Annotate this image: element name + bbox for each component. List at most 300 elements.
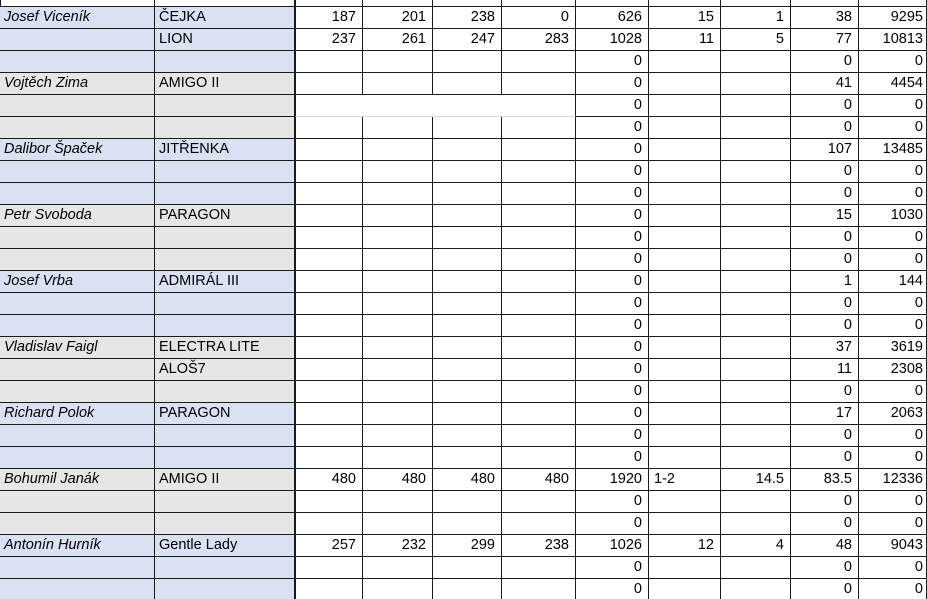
value-cell[interactable]: 0 <box>576 117 649 139</box>
value-cell[interactable]: 0 <box>576 513 649 535</box>
value-cell[interactable]: 0 <box>859 315 927 337</box>
skipper-name-cell[interactable] <box>0 579 155 599</box>
value-cell[interactable]: 0 <box>576 183 649 205</box>
value-cell[interactable]: 0 <box>859 557 927 579</box>
value-cell[interactable] <box>649 139 721 161</box>
boat-name-cell[interactable] <box>155 161 295 183</box>
value-cell[interactable] <box>649 579 721 599</box>
skipper-name-cell[interactable] <box>0 95 155 117</box>
cell-partial-row[interactable] <box>155 0 295 7</box>
skipper-name-cell[interactable] <box>0 513 155 535</box>
boat-name-cell[interactable] <box>155 95 295 117</box>
value-cell[interactable] <box>502 557 576 579</box>
value-cell[interactable] <box>649 425 721 447</box>
value-cell[interactable]: 1 <box>721 7 791 29</box>
value-cell[interactable]: 247 <box>433 29 502 51</box>
value-cell[interactable]: 38 <box>791 7 859 29</box>
value-cell[interactable]: 238 <box>502 535 576 557</box>
value-cell[interactable] <box>433 205 502 227</box>
boat-name-cell[interactable] <box>155 249 295 271</box>
value-cell[interactable]: 0 <box>576 51 649 73</box>
boat-name-cell[interactable] <box>155 491 295 513</box>
value-cell[interactable] <box>295 139 363 161</box>
value-cell[interactable]: 2308 <box>859 359 927 381</box>
value-cell[interactable] <box>649 73 721 95</box>
value-cell[interactable] <box>433 271 502 293</box>
value-cell[interactable]: 1026 <box>576 535 649 557</box>
value-cell[interactable] <box>502 249 576 271</box>
value-cell[interactable]: 83.5 <box>791 469 859 491</box>
skipper-name-cell[interactable]: Petr Svoboda <box>0 205 155 227</box>
skipper-name-cell[interactable] <box>0 183 155 205</box>
value-cell[interactable] <box>502 425 576 447</box>
value-cell[interactable] <box>502 205 576 227</box>
value-cell[interactable] <box>502 447 576 469</box>
value-cell[interactable] <box>363 117 433 139</box>
value-cell[interactable] <box>295 425 363 447</box>
value-cell[interactable]: 0 <box>791 315 859 337</box>
value-cell[interactable] <box>295 227 363 249</box>
boat-name-cell[interactable]: PARAGON <box>155 205 295 227</box>
skipper-name-cell[interactable]: Bohumil Janák <box>0 469 155 491</box>
value-cell[interactable]: 9043 <box>859 535 927 557</box>
value-cell[interactable] <box>721 425 791 447</box>
value-cell[interactable] <box>433 557 502 579</box>
value-cell[interactable]: 0 <box>791 491 859 513</box>
value-cell[interactable] <box>433 315 502 337</box>
skipper-name-cell[interactable] <box>0 29 155 51</box>
value-cell[interactable] <box>295 271 363 293</box>
value-cell[interactable] <box>649 337 721 359</box>
value-cell[interactable]: 2063 <box>859 403 927 425</box>
boat-name-cell[interactable]: ČEJKA <box>155 7 295 29</box>
value-cell[interactable]: 0 <box>576 557 649 579</box>
value-cell[interactable]: 48 <box>791 535 859 557</box>
value-cell[interactable] <box>295 337 363 359</box>
value-cell[interactable] <box>433 117 502 139</box>
value-cell[interactable] <box>363 205 433 227</box>
value-cell[interactable]: 0 <box>576 381 649 403</box>
value-cell[interactable] <box>721 359 791 381</box>
boat-name-cell[interactable] <box>155 557 295 579</box>
skipper-name-cell[interactable] <box>0 447 155 469</box>
value-cell[interactable]: 0 <box>859 95 927 117</box>
value-cell[interactable] <box>433 491 502 513</box>
cell-partial-row[interactable] <box>649 0 721 7</box>
value-cell[interactable] <box>433 51 502 73</box>
value-cell[interactable] <box>295 95 363 117</box>
value-cell[interactable]: 0 <box>502 7 576 29</box>
value-cell[interactable]: 480 <box>363 469 433 491</box>
value-cell[interactable] <box>649 205 721 227</box>
value-cell[interactable] <box>721 205 791 227</box>
value-cell[interactable]: 0 <box>576 205 649 227</box>
skipper-name-cell[interactable] <box>0 359 155 381</box>
value-cell[interactable]: 0 <box>791 425 859 447</box>
skipper-name-cell[interactable] <box>0 425 155 447</box>
cell-partial-row[interactable] <box>0 0 155 7</box>
boat-name-cell[interactable]: JITŘENKA <box>155 139 295 161</box>
boat-name-cell[interactable]: ADMIRÁL III <box>155 271 295 293</box>
value-cell[interactable]: 0 <box>576 425 649 447</box>
value-cell[interactable]: 0 <box>859 293 927 315</box>
skipper-name-cell[interactable] <box>0 161 155 183</box>
value-cell[interactable]: 0 <box>576 95 649 117</box>
boat-name-cell[interactable] <box>155 381 295 403</box>
value-cell[interactable] <box>502 95 576 117</box>
value-cell[interactable]: 15 <box>791 205 859 227</box>
value-cell[interactable] <box>649 183 721 205</box>
value-cell[interactable] <box>502 337 576 359</box>
value-cell[interactable]: 480 <box>295 469 363 491</box>
value-cell[interactable] <box>295 513 363 535</box>
value-cell[interactable] <box>295 249 363 271</box>
value-cell[interactable] <box>295 161 363 183</box>
value-cell[interactable] <box>721 337 791 359</box>
value-cell[interactable] <box>363 249 433 271</box>
value-cell[interactable]: 480 <box>502 469 576 491</box>
value-cell[interactable] <box>721 579 791 599</box>
value-cell[interactable]: 0 <box>859 117 927 139</box>
boat-name-cell[interactable] <box>155 117 295 139</box>
value-cell[interactable] <box>649 227 721 249</box>
value-cell[interactable]: 0 <box>791 293 859 315</box>
value-cell[interactable] <box>502 513 576 535</box>
value-cell[interactable] <box>363 51 433 73</box>
value-cell[interactable]: 0 <box>859 425 927 447</box>
value-cell[interactable] <box>363 513 433 535</box>
value-cell[interactable] <box>502 579 576 599</box>
boat-name-cell[interactable] <box>155 315 295 337</box>
value-cell[interactable] <box>295 205 363 227</box>
value-cell[interactable] <box>363 425 433 447</box>
value-cell[interactable] <box>502 73 576 95</box>
value-cell[interactable] <box>502 183 576 205</box>
value-cell[interactable] <box>649 117 721 139</box>
skipper-name-cell[interactable] <box>0 249 155 271</box>
value-cell[interactable] <box>363 447 433 469</box>
value-cell[interactable] <box>363 557 433 579</box>
value-cell[interactable]: 0 <box>791 579 859 599</box>
boat-name-cell[interactable]: ALOŠ7 <box>155 359 295 381</box>
value-cell[interactable]: 0 <box>859 381 927 403</box>
value-cell[interactable]: 15 <box>649 7 721 29</box>
value-cell[interactable] <box>295 183 363 205</box>
value-cell[interactable] <box>295 447 363 469</box>
skipper-name-cell[interactable]: Dalibor Špaček <box>0 139 155 161</box>
value-cell[interactable] <box>649 447 721 469</box>
value-cell[interactable]: 144 <box>859 271 927 293</box>
value-cell[interactable]: 0 <box>576 161 649 183</box>
value-cell[interactable]: 299 <box>433 535 502 557</box>
value-cell[interactable]: 0 <box>576 293 649 315</box>
value-cell[interactable]: 9295 <box>859 7 927 29</box>
boat-name-cell[interactable] <box>155 183 295 205</box>
value-cell[interactable]: 14.5 <box>721 469 791 491</box>
value-cell[interactable]: 0 <box>791 447 859 469</box>
value-cell[interactable] <box>363 183 433 205</box>
value-cell[interactable]: 1030 <box>859 205 927 227</box>
value-cell[interactable] <box>649 557 721 579</box>
cell-partial-row[interactable] <box>576 0 649 7</box>
value-cell[interactable] <box>433 95 502 117</box>
skipper-name-cell[interactable]: Josef Vrba <box>0 271 155 293</box>
value-cell[interactable]: 0 <box>576 227 649 249</box>
value-cell[interactable]: 1 <box>791 271 859 293</box>
cell-partial-row[interactable] <box>859 0 927 7</box>
value-cell[interactable]: 4 <box>721 535 791 557</box>
value-cell[interactable]: 11 <box>649 29 721 51</box>
value-cell[interactable]: 4454 <box>859 73 927 95</box>
value-cell[interactable] <box>295 557 363 579</box>
value-cell[interactable] <box>721 271 791 293</box>
value-cell[interactable] <box>502 359 576 381</box>
boat-name-cell[interactable] <box>155 227 295 249</box>
skipper-name-cell[interactable]: Vladislav Faigl <box>0 337 155 359</box>
value-cell[interactable] <box>649 359 721 381</box>
value-cell[interactable] <box>363 293 433 315</box>
value-cell[interactable] <box>433 359 502 381</box>
value-cell[interactable]: 480 <box>433 469 502 491</box>
value-cell[interactable] <box>433 73 502 95</box>
value-cell[interactable]: 232 <box>363 535 433 557</box>
value-cell[interactable] <box>502 51 576 73</box>
value-cell[interactable]: 0 <box>859 161 927 183</box>
value-cell[interactable] <box>433 183 502 205</box>
value-cell[interactable] <box>721 491 791 513</box>
value-cell[interactable] <box>363 161 433 183</box>
skipper-name-cell[interactable] <box>0 227 155 249</box>
value-cell[interactable] <box>433 579 502 599</box>
value-cell[interactable] <box>502 293 576 315</box>
value-cell[interactable]: 0 <box>791 227 859 249</box>
value-cell[interactable] <box>649 491 721 513</box>
skipper-name-cell[interactable]: Antonín Hurník <box>0 535 155 557</box>
value-cell[interactable] <box>295 117 363 139</box>
value-cell[interactable]: 0 <box>576 249 649 271</box>
value-cell[interactable] <box>433 249 502 271</box>
value-cell[interactable]: 0 <box>859 513 927 535</box>
value-cell[interactable] <box>433 337 502 359</box>
skipper-name-cell[interactable]: Vojtěch Zima <box>0 73 155 95</box>
value-cell[interactable] <box>433 381 502 403</box>
value-cell[interactable]: 0 <box>791 513 859 535</box>
cell-partial-row[interactable] <box>295 0 363 7</box>
value-cell[interactable] <box>363 227 433 249</box>
value-cell[interactable] <box>295 359 363 381</box>
value-cell[interactable] <box>363 381 433 403</box>
value-cell[interactable]: 0 <box>576 403 649 425</box>
value-cell[interactable] <box>295 315 363 337</box>
value-cell[interactable]: 1028 <box>576 29 649 51</box>
value-cell[interactable]: 0 <box>791 381 859 403</box>
value-cell[interactable]: 261 <box>363 29 433 51</box>
value-cell[interactable] <box>721 381 791 403</box>
value-cell[interactable]: 77 <box>791 29 859 51</box>
cell-partial-row[interactable] <box>502 0 576 7</box>
value-cell[interactable] <box>433 425 502 447</box>
boat-name-cell[interactable] <box>155 425 295 447</box>
value-cell[interactable]: 187 <box>295 7 363 29</box>
value-cell[interactable]: 201 <box>363 7 433 29</box>
value-cell[interactable] <box>363 359 433 381</box>
value-cell[interactable] <box>502 491 576 513</box>
boat-name-cell[interactable]: PARAGON <box>155 403 295 425</box>
value-cell[interactable] <box>433 293 502 315</box>
value-cell[interactable] <box>433 403 502 425</box>
cell-partial-row[interactable] <box>363 0 433 7</box>
value-cell[interactable]: 0 <box>791 183 859 205</box>
value-cell[interactable] <box>721 315 791 337</box>
value-cell[interactable]: 37 <box>791 337 859 359</box>
skipper-name-cell[interactable] <box>0 557 155 579</box>
cell-partial-row[interactable] <box>791 0 859 7</box>
boat-name-cell[interactable]: AMIGO II <box>155 73 295 95</box>
value-cell[interactable] <box>649 293 721 315</box>
value-cell[interactable] <box>649 249 721 271</box>
value-cell[interactable] <box>433 447 502 469</box>
value-cell[interactable]: 0 <box>791 557 859 579</box>
value-cell[interactable]: 10813 <box>859 29 927 51</box>
value-cell[interactable]: 11 <box>791 359 859 381</box>
value-cell[interactable]: 0 <box>859 447 927 469</box>
value-cell[interactable] <box>721 183 791 205</box>
value-cell[interactable]: 257 <box>295 535 363 557</box>
value-cell[interactable] <box>502 139 576 161</box>
value-cell[interactable]: 17 <box>791 403 859 425</box>
boat-name-cell[interactable]: AMIGO II <box>155 469 295 491</box>
value-cell[interactable] <box>363 403 433 425</box>
value-cell[interactable] <box>721 513 791 535</box>
value-cell[interactable] <box>721 403 791 425</box>
value-cell[interactable]: 0 <box>859 227 927 249</box>
value-cell[interactable] <box>649 271 721 293</box>
value-cell[interactable] <box>649 315 721 337</box>
value-cell[interactable]: 0 <box>576 491 649 513</box>
skipper-name-cell[interactable] <box>0 117 155 139</box>
value-cell[interactable] <box>721 95 791 117</box>
value-cell[interactable] <box>721 139 791 161</box>
value-cell[interactable] <box>363 271 433 293</box>
value-cell[interactable] <box>721 293 791 315</box>
value-cell[interactable] <box>295 73 363 95</box>
value-cell[interactable]: 0 <box>859 491 927 513</box>
value-cell[interactable] <box>363 337 433 359</box>
value-cell[interactable]: 0 <box>791 117 859 139</box>
value-cell[interactable] <box>433 161 502 183</box>
value-cell[interactable]: 0 <box>576 579 649 599</box>
value-cell[interactable] <box>363 579 433 599</box>
boat-name-cell[interactable] <box>155 447 295 469</box>
value-cell[interactable] <box>502 227 576 249</box>
value-cell[interactable]: 41 <box>791 73 859 95</box>
value-cell[interactable] <box>721 161 791 183</box>
boat-name-cell[interactable]: Gentle Lady <box>155 535 295 557</box>
value-cell[interactable]: 3619 <box>859 337 927 359</box>
value-cell[interactable]: 238 <box>433 7 502 29</box>
value-cell[interactable] <box>295 403 363 425</box>
value-cell[interactable]: 0 <box>791 161 859 183</box>
value-cell[interactable]: 0 <box>859 579 927 599</box>
value-cell[interactable] <box>721 227 791 249</box>
value-cell[interactable]: 0 <box>791 249 859 271</box>
value-cell[interactable]: 107 <box>791 139 859 161</box>
value-cell[interactable] <box>721 447 791 469</box>
value-cell[interactable] <box>295 579 363 599</box>
value-cell[interactable] <box>721 249 791 271</box>
value-cell[interactable] <box>363 73 433 95</box>
value-cell[interactable] <box>433 227 502 249</box>
value-cell[interactable] <box>363 95 433 117</box>
value-cell[interactable] <box>721 51 791 73</box>
value-cell[interactable] <box>502 271 576 293</box>
value-cell[interactable]: 0 <box>859 51 927 73</box>
boat-name-cell[interactable] <box>155 51 295 73</box>
boat-name-cell[interactable]: ELECTRA LITE <box>155 337 295 359</box>
value-cell[interactable] <box>295 51 363 73</box>
value-cell[interactable] <box>649 95 721 117</box>
value-cell[interactable]: 237 <box>295 29 363 51</box>
value-cell[interactable]: 0 <box>576 447 649 469</box>
value-cell[interactable]: 0 <box>576 337 649 359</box>
value-cell[interactable]: 0 <box>791 51 859 73</box>
boat-name-cell[interactable] <box>155 579 295 599</box>
value-cell[interactable]: 1-2 <box>649 469 721 491</box>
value-cell[interactable] <box>502 315 576 337</box>
skipper-name-cell[interactable] <box>0 51 155 73</box>
value-cell[interactable]: 0 <box>791 95 859 117</box>
value-cell[interactable]: 5 <box>721 29 791 51</box>
value-cell[interactable]: 1920 <box>576 469 649 491</box>
value-cell[interactable] <box>502 117 576 139</box>
value-cell[interactable] <box>295 293 363 315</box>
skipper-name-cell[interactable] <box>0 381 155 403</box>
value-cell[interactable] <box>502 161 576 183</box>
value-cell[interactable] <box>721 117 791 139</box>
cell-partial-row[interactable] <box>721 0 791 7</box>
value-cell[interactable]: 0 <box>859 183 927 205</box>
value-cell[interactable]: 12336 <box>859 469 927 491</box>
value-cell[interactable]: 0 <box>576 139 649 161</box>
value-cell[interactable] <box>721 73 791 95</box>
value-cell[interactable] <box>649 161 721 183</box>
value-cell[interactable] <box>502 381 576 403</box>
cell-partial-row[interactable] <box>433 0 502 7</box>
value-cell[interactable] <box>295 491 363 513</box>
boat-name-cell[interactable] <box>155 293 295 315</box>
skipper-name-cell[interactable]: Josef Viceník <box>0 7 155 29</box>
value-cell[interactable] <box>721 557 791 579</box>
value-cell[interactable]: 13485 <box>859 139 927 161</box>
value-cell[interactable] <box>502 403 576 425</box>
boat-name-cell[interactable] <box>155 513 295 535</box>
skipper-name-cell[interactable] <box>0 315 155 337</box>
value-cell[interactable]: 0 <box>576 73 649 95</box>
value-cell[interactable] <box>363 315 433 337</box>
value-cell[interactable] <box>649 381 721 403</box>
value-cell[interactable] <box>295 381 363 403</box>
value-cell[interactable]: 0 <box>859 249 927 271</box>
skipper-name-cell[interactable] <box>0 491 155 513</box>
skipper-name-cell[interactable]: Richard Polok <box>0 403 155 425</box>
value-cell[interactable]: 12 <box>649 535 721 557</box>
value-cell[interactable] <box>363 491 433 513</box>
value-cell[interactable] <box>649 403 721 425</box>
value-cell[interactable] <box>433 513 502 535</box>
value-cell[interactable]: 0 <box>576 359 649 381</box>
value-cell[interactable] <box>433 139 502 161</box>
skipper-name-cell[interactable] <box>0 293 155 315</box>
